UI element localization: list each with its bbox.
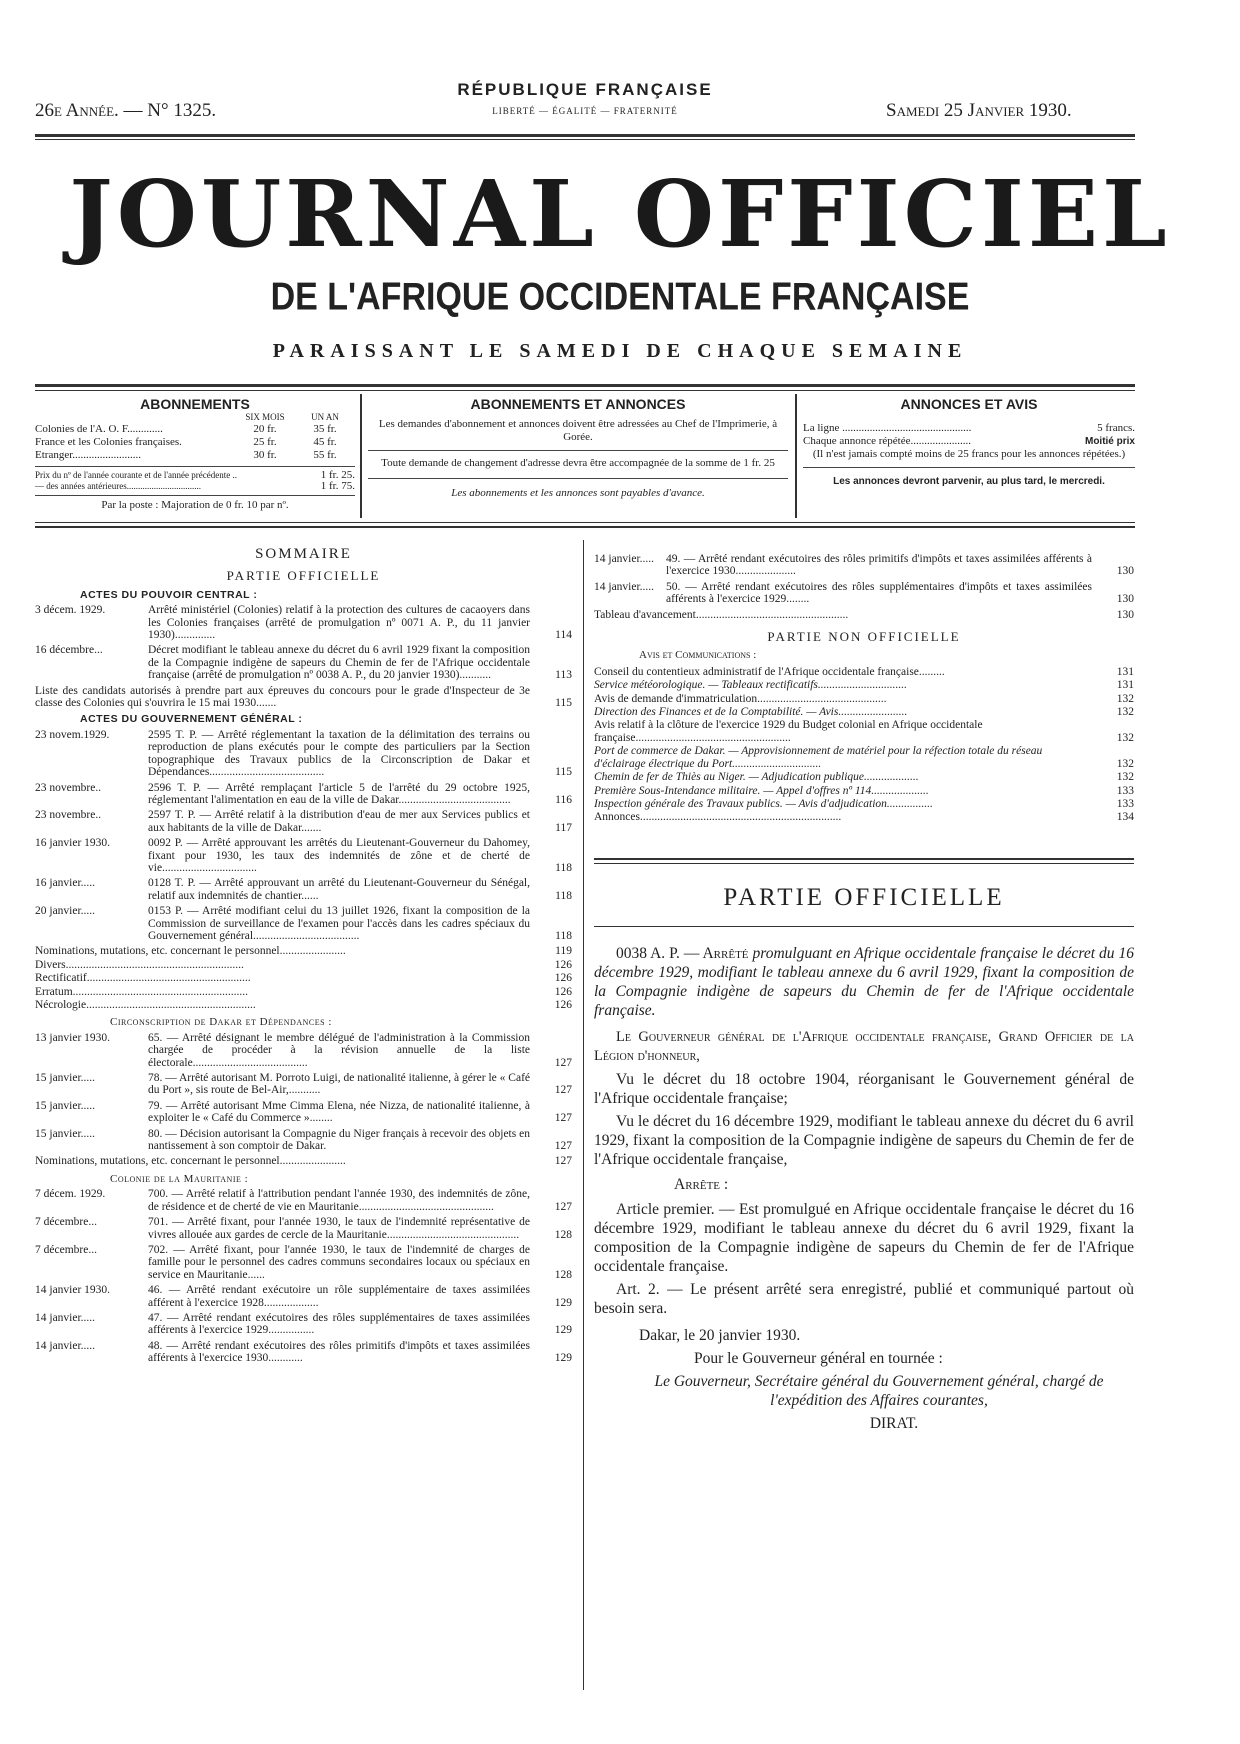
sommaire-entry	[35, 1100, 572, 1125]
entry-text: 2596 T. P. — Arrêté remplaçant l'article 5 de l'arrêté du 29 octobre 1925, réglementant l'alimentation en eau de la ville de Dakar.......................................	[148, 781, 530, 806]
entry-page: 130	[1116, 593, 1134, 606]
six-mois-header: SIX MOIS	[245, 412, 285, 422]
sommaire-entry	[35, 809, 572, 834]
poste-note: Par la poste : Majoration de 0 fr. 10 par nº.	[35, 495, 355, 512]
prix-anterieur-label: — des années antérieures.................................	[35, 481, 201, 491]
entry-text: Tableau d'avancement.....................................................	[594, 608, 849, 621]
adresse-note: Les demandes d'abonnement et annonces doivent être adressées au Chef de l'Imprimerie, à Gorée.	[368, 418, 788, 451]
entry-page: 127	[554, 1112, 572, 1125]
entry-text: 78. — Arrêté autorisant M. Porroto Luigi, de nationalité italienne, à gérer le « Café du Port », sis route de Bel-Air,...........	[148, 1072, 530, 1097]
issue-date: Samedi 25 Janvier 1930.	[886, 100, 1072, 121]
entry-text: Port de commerce de Dakar. — Approvisionnement de matériel pour la réfection totale du réseau d'éclairage électrique du Port...............................	[594, 745, 1043, 770]
annonces-avis-box	[803, 396, 1135, 487]
entry-text: 49. — Arrêté rendant exécutoires des rôles primitifs d'impôts et taxes assimilées afférents à l'exercice 1930.....................	[666, 553, 1092, 578]
entry-date: 16 janvier 1930.	[35, 837, 111, 850]
entry-text: Nécrologie...........................................................	[35, 999, 256, 1011]
abonnements-annonces-box	[368, 396, 788, 500]
boxes-bottom-rule	[35, 522, 1135, 523]
article-2: Art. 2. — Le présent arrêté sera enregistré, publié et communiqué partout où besoin sera.	[594, 1281, 1134, 1317]
entry-date: 14 janvier.....	[35, 1339, 96, 1352]
group-gouvernement-general: ACTES DU GOUVERNEMENT GÉNÉRAL :	[80, 713, 303, 726]
entry-date: 16 décembre...	[35, 644, 103, 657]
sommaire-entry	[594, 666, 1134, 678]
entry-page: 127	[554, 1200, 572, 1213]
entry-page: 132	[1116, 757, 1134, 770]
sommaire-entry	[35, 877, 572, 902]
entry-text: 47. — Arrêté rendant exécutoires des rôles supplémentaires de taxes assimilées afférents à l'exercice 1929................	[148, 1311, 530, 1337]
partie-non-officielle-heading: PARTIE NON OFFICIELLE	[767, 629, 961, 645]
entry-text: Avis de demande d'immatriculation.............................................	[594, 692, 887, 705]
masthead-subtitle: DE L'AFRIQUE OCCIDENTALE FRANÇAISE	[270, 275, 970, 319]
publication-tagline: PARAISSANT LE SAMEDI DE CHAQUE SEMAINE	[272, 340, 968, 362]
group-dakar: Circonscription de Dakar et Dépendances :	[110, 1016, 332, 1029]
entry-page: 126	[554, 999, 572, 1011]
entry-date: 16 janvier.....	[35, 877, 96, 890]
entry-date: 23 novembre..	[35, 781, 102, 794]
entry-text: Annonces......................................................................	[594, 811, 842, 824]
entry-page: 133	[1116, 784, 1134, 797]
entry-date: 14 janvier.....	[35, 1311, 96, 1324]
sommaire-entry	[594, 771, 1134, 783]
entry-page: 117	[555, 821, 572, 834]
entry-page: 113	[555, 669, 572, 682]
rate-an: 55 fr.	[313, 449, 337, 461]
group-mauritanie: Colonie de la Mauritanie :	[110, 1172, 249, 1185]
entry-text: Erratum.............................................................	[35, 985, 249, 998]
entry-page: 128	[554, 1268, 572, 1281]
entry-date: 3 décem. 1929.	[35, 604, 106, 617]
sommaire-title: SOMMAIRE	[255, 546, 352, 562]
entry-page: 115	[555, 766, 572, 779]
pour-gouverneur: Pour le Gouverneur général en tournée :	[694, 1350, 943, 1367]
sommaire-entry	[35, 1312, 572, 1337]
arrete-body	[594, 944, 1134, 1437]
sommaire-entry	[35, 1032, 572, 1069]
boxes-top-rule-thin	[35, 390, 1135, 391]
entry-text: Rectificatif.........................................................	[35, 972, 251, 985]
republic-motto: LIBERTÉ — ÉGALITÉ — FRATERNITÉ	[492, 106, 678, 116]
minimum-note: (Il n'est jamais compté moins de 25 francs pour les annonces répétées.)	[803, 448, 1135, 468]
sommaire-entry	[35, 1188, 572, 1213]
partie-officielle-title: PARTIE OFFICIELLE	[723, 884, 1005, 911]
header-rule-thin	[35, 139, 1135, 140]
entry-text: 0092 P. — Arrêté approuvant les arrêtés du Lieutenant-Gouverneur du Dahomey, fixant pour 1930, les taux des indemnités de zône et de cherté de vie.................................	[148, 837, 530, 874]
group-pouvoir-central: ACTES DU POUVOIR CENTRAL :	[80, 588, 258, 601]
entry-text: 79. — Arrêté autorisant Mme Cimma Elena, née Nizza, de nationalité italienne, à exploiter le « Café du Commerce »........	[148, 1099, 530, 1125]
sommaire-entry	[35, 945, 572, 957]
changement-note: Toute demande de changement d'adresse devra être accompagnée de la somme de 1 fr. 25	[368, 457, 788, 479]
abonnements-box	[35, 396, 355, 512]
entry-date: 23 novembre..	[35, 809, 102, 822]
entry-date: 15 janvier.....	[35, 1099, 96, 1112]
entry-page: 129	[554, 1324, 572, 1337]
sommaire-entry	[35, 1128, 572, 1153]
rate-label: Colonies de l'A. O. F.............	[35, 423, 163, 435]
sommaire-entry	[35, 1216, 572, 1241]
entry-text: Liste des candidats autorisés à prendre part aux épreuves du concours pour le grade d'Inspecteur de 3e classe des Colonies qui s'ouvrira le 15 mai 1930.......	[35, 684, 530, 710]
sommaire-entry	[594, 745, 1134, 770]
entry-text: Arrêté ministériel (Colonies) relatif à la protection des cultures de cacaoyers dans les Colonies françaises (arrêté de promulgation nº 0071 A. P., du 11 janvier 1930)..............	[148, 604, 530, 642]
sommaire-entry	[594, 785, 1134, 797]
boxes-bottom-rule-thick	[35, 526, 1135, 528]
sommaire-entry	[594, 798, 1134, 810]
entry-page: 131	[1116, 665, 1134, 678]
issue-number: 26e Année. — N° 1325.	[35, 100, 217, 121]
entry-page: 132	[1116, 731, 1134, 744]
sommaire-entry	[594, 679, 1134, 691]
entry-page: 116	[555, 793, 572, 806]
entry-date: 15 janvier.....	[35, 1072, 96, 1085]
entry-page: 132	[1116, 771, 1134, 784]
entry-page: 127	[554, 1056, 572, 1069]
entry-text: Divers..............................................................	[35, 958, 244, 971]
sommaire-entry	[594, 581, 1134, 606]
mercredi-note: Les annonces devront parvenir, au plus tard, le mercredi.	[833, 476, 1105, 487]
rate-label: France et les Colonies françaises.	[35, 436, 182, 448]
entry-text: Service météorologique. — Tableaux rectificatifs...............................	[594, 679, 908, 692]
entry-text: Décret modifiant le tableau annexe du décret du 6 avril 1929 fixant la composition de la Compagnie indigène de sapeurs du Chemin de fer de l'Afrique occidentale française (arrêté de promulgation nº 0038 A. P., du 20 janvier 1930)...........	[148, 644, 530, 682]
entry-page: 129	[554, 1296, 572, 1309]
entry-date: 15 janvier.....	[35, 1127, 96, 1140]
sommaire-end-rule	[594, 858, 1134, 860]
rate-six: 25 fr.	[253, 436, 277, 448]
rate-six: 30 fr.	[253, 449, 277, 461]
box-divider	[360, 394, 362, 518]
entry-text: 2597 T. P. — Arrêté relatif à la distribution d'eau de mer aux Services publics et aux habitants de la ville de Dakar.......	[148, 809, 530, 834]
entry-text: 0153 P. — Arrêté modifiant celui du 13 juillet 1926, fixant la composition de la Commission de surveillance de l'examen pour l'accès dans les cadres spéciaux du Gouvernement général.....................................	[148, 905, 530, 942]
sommaire-entry	[594, 553, 1134, 578]
entry-date: 14 janvier.....	[594, 580, 655, 593]
header-rule	[35, 134, 1135, 137]
repetee-value: Moitié prix	[1084, 436, 1135, 447]
rate-label: Etranger.........................	[35, 449, 142, 461]
signataire-title: Le Gouverneur, Secrétaire général du Gouvernement général, chargé de l'expédition des Affaires courantes,	[654, 1373, 1104, 1409]
sommaire-entry	[35, 1244, 572, 1281]
entry-page: 133	[1116, 797, 1134, 810]
sommaire-entry	[594, 693, 1134, 705]
entry-text: 46. — Arrêté rendant exécutoire un rôle supplémentaire de taxes assimilées afférent à l'exercice 1928...................	[148, 1284, 530, 1309]
entry-page: 130	[1116, 565, 1134, 578]
entry-page: 126	[554, 972, 572, 985]
prix-courant-value: 1 fr. 25.	[320, 469, 355, 481]
entry-page: 127	[554, 1084, 572, 1097]
masthead-title: JOURNAL OFFICIEL	[69, 160, 1171, 268]
gouverneur-preamble: Le Gouverneur général de l'Afrique occidentale française, Grand Officier de la Légion d'honneur,	[594, 1029, 1134, 1064]
entry-text: Avis relatif à la clôture de l'exercice 1929 du Budget colonial en Afrique occidentale française......................................................	[594, 719, 983, 744]
sommaire-left-column	[35, 548, 572, 1368]
annonces-avis-title: ANNONCES ET AVIS	[900, 396, 1038, 412]
entry-text: 0128 T. P. — Arrêté approuvant un arrêté du Lieutenant-Gouverneur du Sénégal, relatif aux indemnités de chantier......	[148, 877, 530, 902]
entry-page: 132	[1116, 692, 1134, 705]
sommaire-entry	[594, 719, 1134, 744]
entry-text: 50. — Arrêté rendant exécutoires des rôles supplémentaires d'impôts et taxes assimilées afférents à l'exercice 1929........	[666, 580, 1092, 606]
entry-text: Nominations, mutations, etc. concernant le personnel.......................	[35, 1155, 346, 1168]
entry-page: 127	[554, 1140, 572, 1153]
entry-page: 118	[555, 929, 572, 942]
rate-an: 45 fr.	[313, 436, 337, 448]
entry-text: Chemin de fer de Thiès au Niger. — Adjudication publique...................	[594, 771, 919, 784]
arrete-heading: Arrête :	[674, 1176, 729, 1193]
ligne-label: La ligne ...............................................	[803, 422, 972, 434]
boxes-top-rule	[35, 384, 1135, 387]
signataire-name: DIRAT.	[869, 1415, 919, 1432]
entry-text: Inspection générale des Travaux publics. — Avis d'adjudication................	[594, 797, 933, 810]
entry-page: 126	[554, 985, 572, 998]
entry-date: 20 janvier.....	[35, 905, 96, 918]
sommaire-entry	[594, 811, 1134, 823]
sommaire-entry	[35, 972, 572, 984]
sommaire-entry	[35, 1340, 572, 1365]
entry-text: 2595 T. P. — Arrêté réglementant la taxation de la délimitation des terrains ou reproduction de plans exécutés pour le compte des particuliers par la Section topographique des Travaux publics de la Circonscription de Dakar et Dépendances........................................	[148, 728, 530, 779]
entry-text: 80. — Décision autorisant la Compagnie du Niger français à recevoir des objets en nantissement à son comptoir de Dakar.	[148, 1127, 530, 1153]
entry-page: 129	[554, 1352, 572, 1365]
entry-text: 65. — Arrêté désignant le membre délégué de l'administration à la Commission chargée de procéder à la révision annuelle de la liste électorale........................................	[148, 1031, 530, 1069]
sommaire-entry	[35, 1155, 572, 1167]
prix-courant-label: Prix du nº de l'année courante et de l'année précédente ..	[35, 470, 237, 480]
partie-officielle-heading: PARTIE OFFICIELLE	[226, 568, 381, 584]
entry-page: 134	[1116, 811, 1134, 824]
lieu-date: Dakar, le 20 janvier 1930.	[639, 1327, 801, 1344]
sommaire-entry	[35, 782, 572, 807]
repetee-label: Chaque annonce répétée......................	[803, 435, 971, 447]
abonnements-annonces-title: ABONNEMENTS ET ANNONCES	[470, 396, 686, 412]
avis-communications-heading: Avis et Communications :	[639, 649, 757, 662]
sommaire-entry	[35, 729, 572, 779]
sommaire-entry	[35, 959, 572, 971]
sommaire-entry	[594, 706, 1134, 718]
entry-page: 114	[555, 629, 572, 642]
entry-text: 701. — Arrêté fixant, pour l'année 1930, le taux de l'indemnité représentative de vivres allouée aux gardes de cercle de la Mauritanie..............................................	[148, 1216, 530, 1241]
republic-header	[420, 80, 750, 116]
entry-page: 126	[554, 958, 572, 971]
entry-date: 14 janvier.....	[594, 553, 655, 565]
un-an-header: UN AN	[311, 412, 339, 422]
entry-page: 128	[554, 1228, 572, 1241]
sommaire-end-rule-thin	[594, 863, 1134, 864]
sommaire-entry	[35, 999, 572, 1011]
entry-text: Conseil du contentieux administratif de l'Afrique occidentale française.........	[594, 665, 945, 678]
sommaire-right-column	[594, 553, 1134, 825]
entry-date: 7 décembre...	[35, 1243, 97, 1256]
entry-date: 13 janvier 1930.	[35, 1031, 111, 1044]
arrete-number: 0038 A. P. — Arrêté	[616, 945, 749, 962]
article-1: Article premier. — Est promulgué en Afrique occidentale française le décret du 16 décembre 1929, modifiant le tableau annexe du décret du 6 avril 1929, fixant la composition de la Compagnie indigène de sapeurs du Chemin de fer de l'Afrique occidentale française.	[594, 1201, 1134, 1275]
entry-date: 7 décem. 1929.	[35, 1188, 106, 1201]
sommaire-entry	[35, 604, 572, 641]
rate-six: 20 fr.	[253, 423, 277, 435]
entry-page: 127	[554, 1155, 572, 1168]
republic-title: RÉPUBLIQUE FRANÇAISE	[457, 80, 713, 99]
entry-text: 48. — Arrêté rendant exécutoires des rôles primitifs d'impôts et taxes assimilées afférents à l'exercice 1930............	[148, 1339, 530, 1365]
sommaire-entry	[35, 986, 572, 998]
column-divider	[583, 540, 584, 1690]
entry-date: 7 décembre...	[35, 1216, 97, 1229]
entry-text: Direction des Finances et de la Comptabilité. — Avis........................	[594, 706, 908, 719]
box-divider	[795, 394, 797, 518]
entry-text: 700. — Arrêté relatif à l'attribution pendant l'année 1930, des indemnités de zône, de résidence et de cherté de vie en Mauritanie...............................................	[148, 1188, 530, 1213]
arrete-title: promulguant en Afrique occidentale française le décret du 16 décembre 1929, modifiant le tableau annexe du 6 avril 1929, fixant la composition de la Compagnie indigène de sapeurs du Chemin de fer de l'Afrique occidentale française.	[594, 945, 1134, 1019]
vu-paragraph: Vu le décret du 18 octobre 1904, réorganisant le Gouvernement général de l'Afrique occidentale française;	[594, 1071, 1134, 1107]
abonnements-title: ABONNEMENTS	[140, 396, 250, 412]
entry-page: 119	[555, 945, 572, 958]
entry-date: 23 novem.1929.	[35, 728, 110, 741]
sommaire-entry	[35, 1072, 572, 1097]
entry-page: 115	[555, 697, 572, 710]
entry-text: Nominations, mutations, etc. concernant le personnel.......................	[35, 945, 346, 958]
sommaire-entry	[594, 609, 1134, 621]
entry-page: 130	[1116, 608, 1134, 621]
prix-anterieur-value: 1 fr. 75.	[320, 480, 355, 492]
entry-text: 702. — Arrêté fixant, pour l'année 1930, le taux de l'indemnité de charges de famille pour le personnel des cadres communs secondaires locaux ou spéciaux en service en Mauritanie......	[148, 1243, 530, 1281]
entry-page: 118	[555, 861, 572, 874]
entry-page: 118	[555, 889, 572, 902]
entry-page: 131	[1116, 679, 1134, 692]
avance-note: Les abonnements et les annonces sont payables d'avance.	[451, 487, 705, 499]
entry-date: 14 janvier 1930.	[35, 1284, 111, 1297]
sommaire-entry	[35, 1284, 572, 1309]
entry-text: Première Sous-Intendance militaire. — Appel d'offres nº 114....................	[594, 784, 929, 797]
rate-an: 35 fr.	[313, 423, 337, 435]
sommaire-entry	[35, 644, 572, 681]
title-rule	[594, 926, 1134, 927]
sommaire-entry	[35, 837, 572, 874]
entry-page: 132	[1116, 706, 1134, 719]
vu-paragraph: Vu le décret du 16 décembre 1929, modifiant le tableau annexe du décret du 6 avril 1929, fixant la composition de la Compagnie indigène de sapeurs du Chemin de fer de l'Afrique occidentale française,	[594, 1113, 1134, 1168]
sommaire-entry	[35, 905, 572, 942]
ligne-value: 5 francs.	[1097, 422, 1135, 434]
sommaire-entry	[35, 685, 572, 710]
